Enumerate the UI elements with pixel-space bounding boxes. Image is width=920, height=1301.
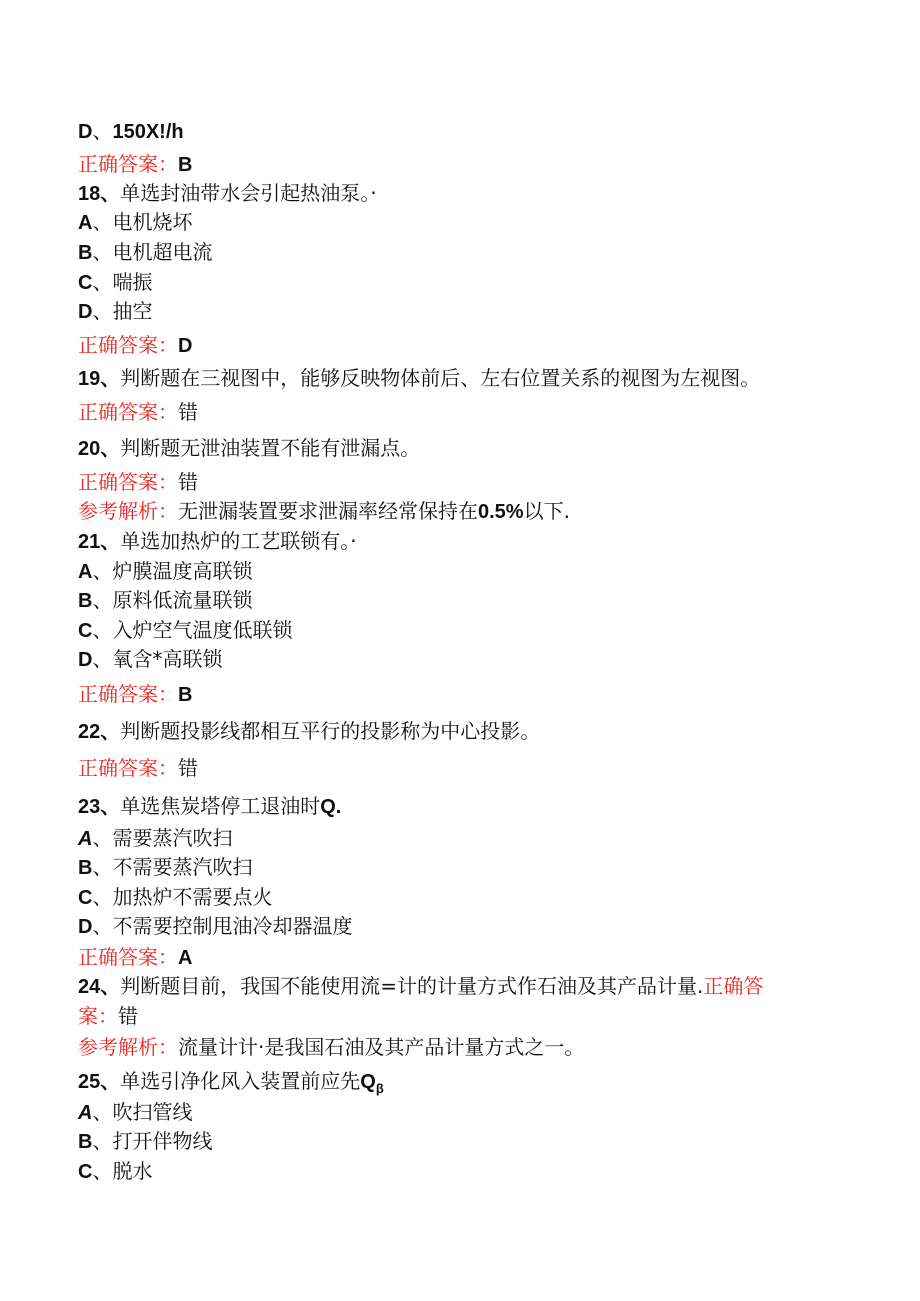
option-separator: 、: [92, 885, 113, 909]
question-18: [78, 180, 377, 207]
answer-label: 正确答案：: [78, 945, 178, 969]
option-d-q18: [78, 298, 152, 325]
question-stem: 单选焦炭塔停工退油时: [120, 794, 321, 818]
option-letter: C: [78, 1161, 93, 1183]
option-separator: 、: [92, 119, 113, 143]
option-letter: A: [78, 212, 93, 234]
option-separator: 、: [92, 559, 113, 583]
option-separator: 、: [92, 588, 113, 612]
option-d-q17: [78, 118, 184, 145]
analysis-line-q24: [78, 1034, 584, 1060]
option-d-q23: [78, 913, 352, 940]
answer-label: 正确答案：: [78, 470, 178, 494]
option-text: 氧含*高联锁: [112, 647, 223, 671]
option-text: 入炉空气温度低联锁: [112, 618, 293, 642]
option-letter: A: [78, 561, 93, 583]
answer-value: A: [178, 947, 193, 969]
option-letter: C: [78, 620, 93, 642]
answer-value: 错: [178, 756, 198, 780]
answer-label: 正确答案：: [78, 400, 178, 424]
option-letter: D: [78, 121, 93, 143]
analysis-label: 参考解析：: [78, 1035, 178, 1059]
answer-line-q19: [78, 399, 198, 425]
option-letter: B: [78, 242, 93, 264]
answer-line-q21: [78, 681, 192, 708]
option-letter: D: [78, 649, 93, 671]
answer-label: 正确答案：: [78, 682, 178, 706]
option-a-q21: [78, 558, 252, 585]
question-number: 22、: [78, 721, 121, 743]
option-c-q21: [78, 617, 292, 644]
question-19: [78, 365, 760, 392]
answer-label-part1: 正确答: [703, 974, 764, 998]
question-20: [78, 435, 420, 462]
option-letter: A: [78, 1102, 93, 1124]
question-stem-subscript: β: [375, 1081, 384, 1096]
question-23: [78, 793, 341, 820]
question-stem: 单选引净化风入装置前应先: [120, 1069, 361, 1093]
answer-label: 正确答案：: [78, 756, 178, 780]
question-stem: 单选加热炉的工艺联锁有。·: [120, 529, 357, 553]
option-text: 电机烧坏: [112, 210, 193, 234]
option-separator: 、: [92, 210, 113, 234]
option-text: 脱水: [112, 1159, 153, 1183]
question-number: 18、: [78, 183, 121, 205]
question-number: 21、: [78, 531, 121, 553]
question-number: 25、: [78, 1071, 121, 1093]
option-a-q18: [78, 209, 192, 236]
option-separator: 、: [92, 647, 113, 671]
question-stem: 判断题在三视图中，能够反映物体前后、左右位置关系的视图为左视图。: [120, 366, 761, 390]
option-letter: B: [78, 590, 93, 612]
analysis-percent: 0.5%: [478, 501, 524, 523]
option-b-q21: [78, 587, 252, 614]
question-stem-mark: Q: [360, 1071, 376, 1093]
answer-value: 错: [178, 400, 198, 424]
question-25: [78, 1068, 384, 1102]
option-letter: B: [78, 1131, 93, 1153]
option-text: 喘振: [112, 270, 153, 294]
option-text: 吹扫管线: [112, 1100, 193, 1124]
option-letter: C: [78, 887, 93, 909]
answer-label-part2: 案：: [78, 1004, 118, 1028]
analysis-label: 参考解析：: [78, 499, 178, 523]
question-number: 20、: [78, 438, 121, 460]
option-text: 抽空: [112, 299, 153, 323]
analysis-text-end: 以下.: [523, 499, 570, 523]
question-stem: 判断题目前，我国不能使用流=计的计量方式作石油及其产品计量.: [120, 974, 704, 998]
option-b-q23: [78, 854, 252, 881]
option-text: 打开伴物线: [112, 1129, 213, 1153]
option-c-q25: [78, 1158, 152, 1185]
analysis-text: 无泄漏装置要求泄漏率经常保持在: [178, 499, 478, 523]
option-b-q25: [78, 1128, 212, 1155]
option-separator: 、: [92, 1129, 113, 1153]
answer-line-q17: [78, 151, 192, 178]
option-text: 电机超电流: [112, 240, 213, 264]
option-separator: 、: [92, 240, 113, 264]
question-stem: 单选封油带水会引起热油泵。·: [120, 181, 377, 205]
answer-value: 错: [178, 470, 198, 494]
option-b-q18: [78, 239, 212, 266]
question-number: 24、: [78, 976, 121, 998]
option-text: 炉膜温度高联锁: [112, 559, 253, 583]
question-stem-mark: Q.: [320, 796, 342, 818]
analysis-text: 流量计计·是我国石油及其产品计量方式之一。: [178, 1035, 585, 1059]
option-separator: 、: [92, 914, 113, 938]
question-21: [78, 528, 357, 555]
option-text: 需要蒸汽吹扫: [112, 826, 233, 850]
answer-value: 错: [118, 1004, 138, 1028]
option-letter: D: [78, 301, 93, 323]
answer-label: 正确答案：: [78, 152, 178, 176]
question-number: 19、: [78, 368, 121, 390]
option-letter: D: [78, 916, 93, 938]
answer-line-q18: [78, 332, 192, 359]
option-separator: 、: [92, 1100, 113, 1124]
option-separator: 、: [92, 855, 113, 879]
answer-line-q24: [78, 1003, 138, 1029]
question-stem: 判断题无泄油装置不能有泄漏点。: [120, 436, 421, 460]
option-text: 原料低流量联锁: [112, 588, 253, 612]
option-text: 不需要控制甩油冷却器温度: [112, 914, 353, 938]
answer-value: D: [178, 335, 193, 357]
option-text: 不需要蒸汽吹扫: [112, 855, 253, 879]
option-a-q25: [78, 1099, 192, 1126]
question-24: [78, 973, 763, 1000]
option-c-q18: [78, 269, 152, 296]
option-letter: C: [78, 272, 93, 294]
option-letter: A: [78, 828, 93, 850]
option-letter: B: [78, 857, 93, 879]
option-a-q23: [78, 825, 232, 852]
analysis-line-q20: [78, 498, 570, 525]
option-d-q21: [78, 646, 222, 673]
answer-line-q22: [78, 755, 198, 781]
option-separator: 、: [92, 618, 113, 642]
option-separator: 、: [92, 270, 113, 294]
answer-line-q20: [78, 469, 198, 495]
option-separator: 、: [92, 1159, 113, 1183]
question-22: [78, 718, 540, 745]
answer-value: B: [178, 154, 193, 176]
answer-value: B: [178, 684, 193, 706]
answer-label: 正确答案：: [78, 333, 178, 357]
question-number: 23、: [78, 796, 121, 818]
option-text: 150X!/h: [112, 121, 184, 143]
option-separator: 、: [92, 826, 113, 850]
option-c-q23: [78, 884, 272, 911]
answer-line-q23: [78, 944, 192, 971]
question-stem: 判断题投影线都相互平行的投影称为中心投影。: [120, 719, 541, 743]
option-separator: 、: [92, 299, 113, 323]
option-text: 加热炉不需要点火: [112, 885, 273, 909]
